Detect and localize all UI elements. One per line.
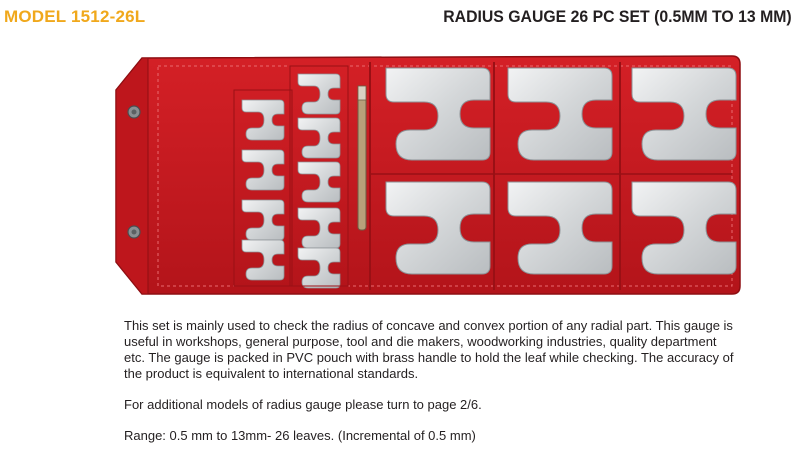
model-number: MODEL 1512-26L xyxy=(4,7,146,26)
description-paragraph: This set is mainly used to check the radius of concave and convex portion of any radial part. This gauge is useful in workshops, general purpose, tool and die makers, woodworking industries, quality department etc. The gauge is packed in PVC pouch with brass handle to hold the leaf while checking. The accuracy of the product is equivalent to international standards. xyxy=(124,318,734,381)
additional-models-note: For additional models of radius gauge please turn to page 2/6. xyxy=(124,397,482,412)
product-title: RADIUS GAUGE 26 PC SET (0.5MM TO 13 MM) xyxy=(443,7,792,26)
range-info: Range: 0.5 mm to 13mm- 26 leaves. (Incremental of 0.5 mm) xyxy=(124,428,476,443)
product-photo xyxy=(112,50,742,296)
description xyxy=(124,318,734,444)
